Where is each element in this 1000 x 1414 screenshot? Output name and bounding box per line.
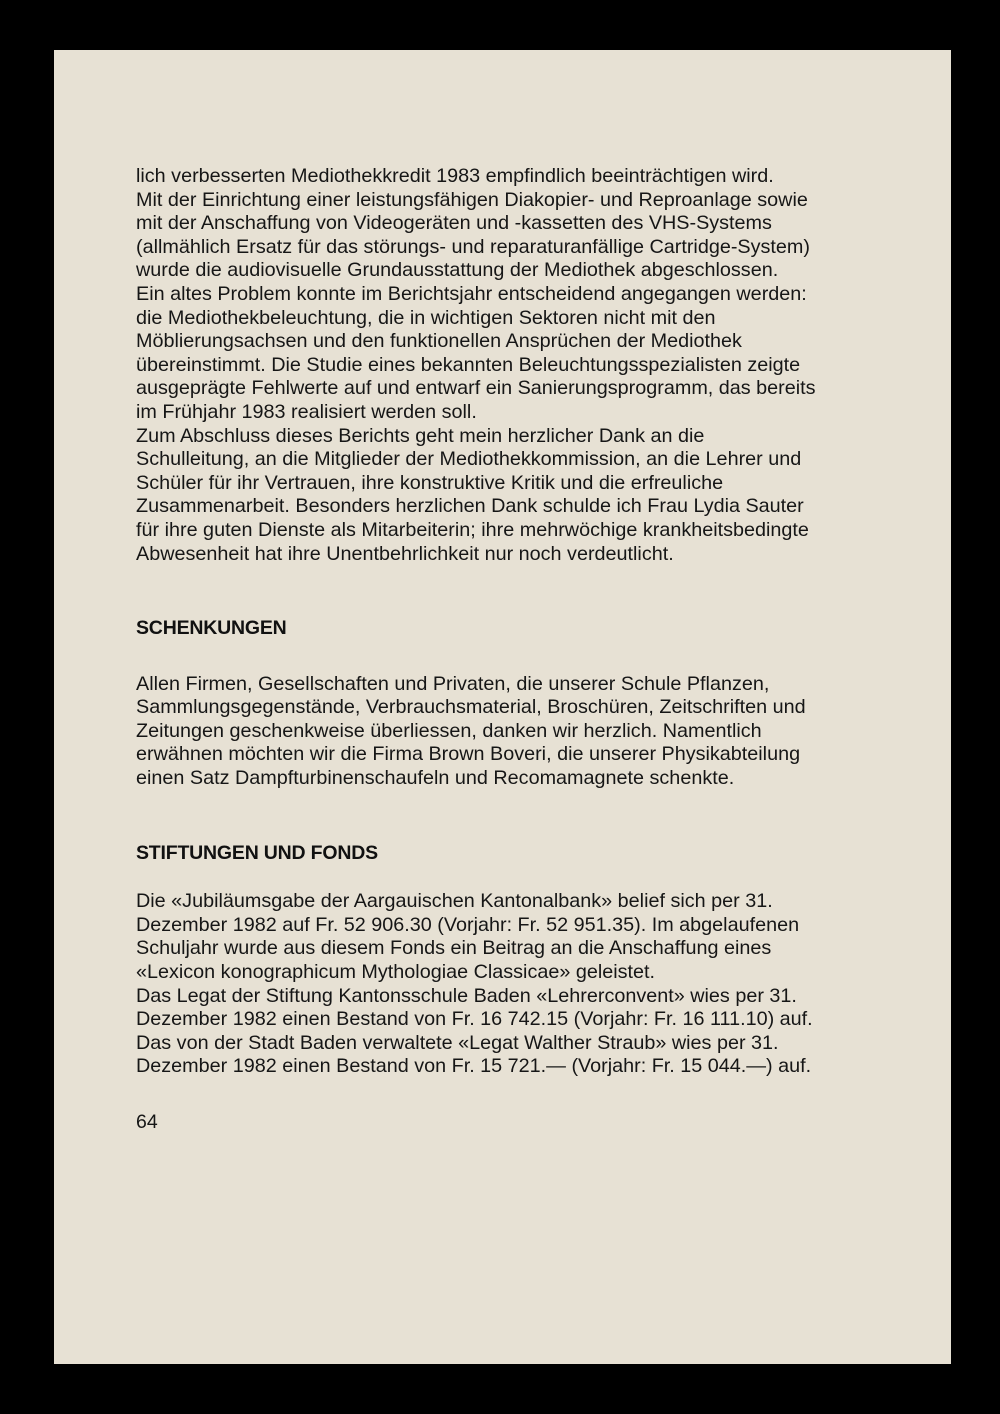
schenkungen-paragraph: Allen Firmen, Gesellschaften und Privaten, die unserer Schule Pflanzen, Sammlungsgegenstände, Verbrauchsmaterial, Broschüren, Zeitschriften und Zeitungen geschenkweise überliessen, danken wir herzlich. Namentlich erwähnen möchten wir die Firma Brown Boveri, die unserer Physikabteilung einen Satz Dampfturbinenschaufeln und Recomamagnete schenkte. — [136, 672, 806, 790]
stiftungen-paragraph-3: Das von der Stadt Baden verwaltete «Legat Walther Straub» wies per 31. Dezember 1982 einen Bestand von Fr. 15 721.— (Vorjahr: Fr. 15 044.—) auf. — [136, 1031, 812, 1078]
page-content — [136, 165, 820, 1135]
intro-paragraph-2: Mit der Einrichtung einer leistungsfähigen Diakopier- und Reproanlage sowie mit der Anschaffung von Videogeräten und -kassetten des VHS-Systems (allmählich Ersatz für das störungs- und reparaturanfällige Cartridge-System) wurde die audiovisuelle Grundausstattung der Mediothek abgeschlossen. — [136, 188, 810, 282]
intro-paragraph-4: Zum Abschluss dieses Berichts geht mein herzlicher Dank an die Schulleitung, an die Mitglieder der Mediothekkommission, an die Lehrer und Schüler für ihr Vertrauen, ihre konstruktive Kritik und die erfreuliche Zusammenarbeit. Besonders herzlichen Dank schulde ich Frau Lydia Sauter für ihre guten Dienste als Mitarbeiterin; ihre mehrwöchige krankheitsbedingte Abwesenheit hat ihre Unentbehrlichkeit nur noch verdeutlicht. — [136, 424, 809, 565]
intro-paragraph-3: Ein altes Problem konnte im Berichtsjahr entscheidend angegangen werden: die Mediothekbeleuchtung, die in wichtigen Sektoren nicht mit den Möblierungsachsen und den funktionellen Ansprüchen der Mediothek übereinstimmt. Die Studie eines bekannten Beleuchtungsspezialisten zeigte ausgeprägte Fehlwerte auf und entwarf ein Sanierungsprogramm, das bereits im Frühjahr 1983 realisiert werden soll. — [136, 282, 816, 423]
stiftungen-paragraph-2: Das Legat der Stiftung Kantonsschule Baden «Lehrerconvent» wies per 31. Dezember 1982 einen Bestand von Fr. 16 742.15 (Vorjahr: Fr. 16 111.10) auf. — [136, 984, 813, 1031]
stiftungen-paragraph-1: Die «Jubiläumsgabe der Aargauischen Kantonalbank» belief sich per 31. Dezember 1982 auf Fr. 52 906.30 (Vorjahr: Fr. 52 951.35). Im abgelaufenen Schuljahr wurde aus diesem Fonds ein Beitrag an die Anschaffung eines «Lexicon konographicum Mythologiae Classicae» geleistet. — [136, 890, 800, 984]
page-number: 64 — [136, 1111, 158, 1133]
section-heading-stiftungen: STIFTUNGEN UND FONDS — [136, 841, 378, 864]
intro-paragraph-1: lich verbesserten Mediothekkredit 1983 empfindlich beeinträchtigen wird. — [136, 165, 774, 187]
document-page — [54, 50, 951, 1364]
section-heading-schenkungen: SCHENKUNGEN — [136, 617, 287, 640]
